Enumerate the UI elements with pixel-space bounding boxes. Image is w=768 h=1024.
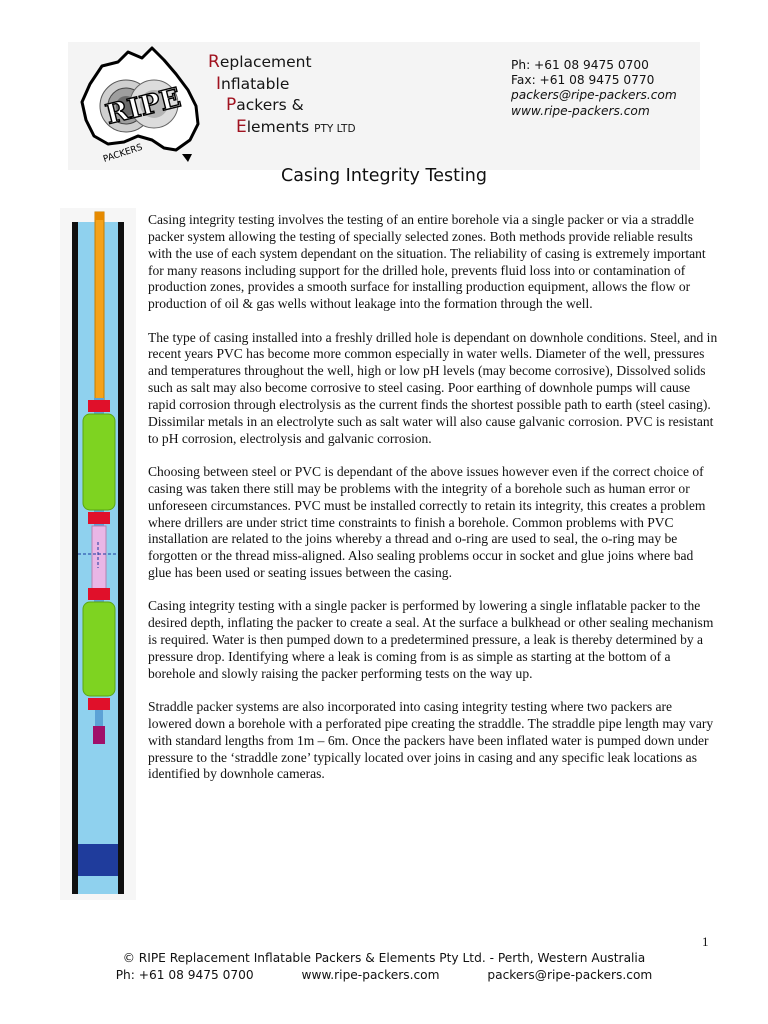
upper-packer-bottom-ring: [88, 512, 110, 524]
contact-email[interactable]: packers@ripe-packers.com: [511, 88, 677, 103]
logo-main-text: RIPE: [102, 82, 184, 131]
company-line2: nflatable: [221, 74, 290, 93]
ripe-logo: [72, 44, 208, 168]
borehole-bottom: [78, 844, 118, 876]
bottom-sub: [93, 726, 105, 744]
contact-phone: Ph: +61 08 9475 0700: [511, 58, 649, 72]
paragraph-2: The type of casing installed into a freshly drilled hole is dependant on downhole conditions. Steel, and in recent years PVC has become more common especially in water wells. Diameter of the well, pressures and temperatures throughout the well, high or low pH levels (may become corrosive), Dissolved solids such as salt may also become corrosive to steel casing. Poor earthing of downhole pumps will cause rapid corrosion through electrolysis as the current finds the shortest possible path to earth (steel casing). Dissimilar metals in an electrolyte such as salt water will also cause galvanic corrosion. PVC is resistant to pH corrosion, electrolysis and galvanic corrosion.: [148, 329, 718, 446]
lower-mandrel: [95, 710, 103, 728]
footer-email[interactable]: packers@ripe-packers.com: [487, 967, 653, 982]
casing-wall-right: [118, 222, 124, 894]
lower-packer-element: [83, 602, 115, 696]
company-name: [208, 52, 356, 140]
footer-copyright: © RIPE Replacement Inflatable Packers & Elements Pty Ltd. - Perth, Western Australia: [122, 951, 646, 965]
page-number: 1: [702, 934, 709, 949]
straddle-pipe: [92, 526, 106, 590]
upper-packer-top-ring: [88, 400, 110, 412]
drill-pipe: [95, 212, 104, 402]
lower-packer-top-ring: [88, 588, 110, 600]
packer-diagram: [60, 208, 136, 900]
pipe-tip: [95, 212, 104, 220]
company-line1: eplacement: [219, 53, 312, 71]
article-body: [148, 212, 718, 800]
page-title: Casing Integrity Testing: [280, 166, 488, 186]
company-cap-i: I: [216, 73, 222, 94]
footer-website[interactable]: www.ripe-packers.com: [301, 967, 440, 982]
contact-block: [511, 58, 677, 119]
contact-website[interactable]: www.ripe-packers.com: [511, 103, 650, 118]
letterhead: [68, 42, 700, 170]
paragraph-1: Casing integrity testing involves the testing of an entire borehole via a single packer or via a straddle packer system allowing the testing of specially selected zones. Both methods provide reliable results with the use of each system dependant on the situation. The reliability of casing is extremely important for many reasons including support for the drilled hole, prevents fluid loss into or contamination of production zones, provides a smooth surface for installing production equipment, allows the flow or production of oil & gas wells without leakage into the formation through the well.: [148, 212, 706, 312]
company-cap-r: R: [208, 52, 220, 72]
paragraph-3: Choosing between steel or PVC is dependant of the above issues however even if the correct choice of casing was taken there still may be problems with the integrity of a borehole such as human error or unforeseen circumstances. PVC must be installed correctly to retain its integrity, this creates a problem where drillers are under strict time constraints to finish a borehole. Common problems with PVC installation are related to the joins whereby a thread and o-ring are used to seal, the o-ring may be forgotten or the thread miss-aligned. Also sealing problems occur in socket and glue joins where bad glue has been used or seating issues between the casing.: [148, 463, 706, 581]
casing-wall-left: [72, 222, 78, 894]
paragraph-4: Casing integrity testing with a single packer is performed by lowering a single inflatable packer to the desired depth, inflating the packer to create a seal. At the surface a bulkhead or other sealing mechanism is required. Water is then pumped down to a predetermined pressure, a leak is thereby determined by a pressure drop. Identifying where a leak is coming from is as simple as starting at the bottom of a borehole and slowly raising the packer performing tests on the way up.: [148, 598, 714, 681]
company-line4: lements: [246, 117, 310, 136]
tasmania: [182, 154, 192, 162]
company-line3: ackers &: [236, 96, 304, 114]
company-cap-e: E: [236, 116, 247, 137]
logo-sub-text: PACKERS: [102, 142, 144, 165]
upper-packer-element: [83, 414, 115, 510]
page-footer: [0, 950, 768, 983]
company-cap-p: P: [226, 95, 237, 115]
contact-fax: Fax: +61 08 9475 0770: [511, 73, 655, 88]
paragraph-5: Straddle packer systems are also incorporated into casing integrity testing where two packers are lowered down a borehole with a perforated pipe creating the straddle. The straddle pipe length may vary with standard lengths from 1m – 6m. Once the packers have been inflated water is pumped down under pressure to the ‘straddle zone’ typically located over joins in casing and any specific leak locations as identified by downhole cameras.: [148, 699, 714, 782]
company-suffix: PTY LTD: [314, 122, 356, 135]
lower-packer-bottom-ring: [88, 698, 110, 710]
footer-phone: Ph: +61 08 9475 0700: [115, 967, 254, 982]
